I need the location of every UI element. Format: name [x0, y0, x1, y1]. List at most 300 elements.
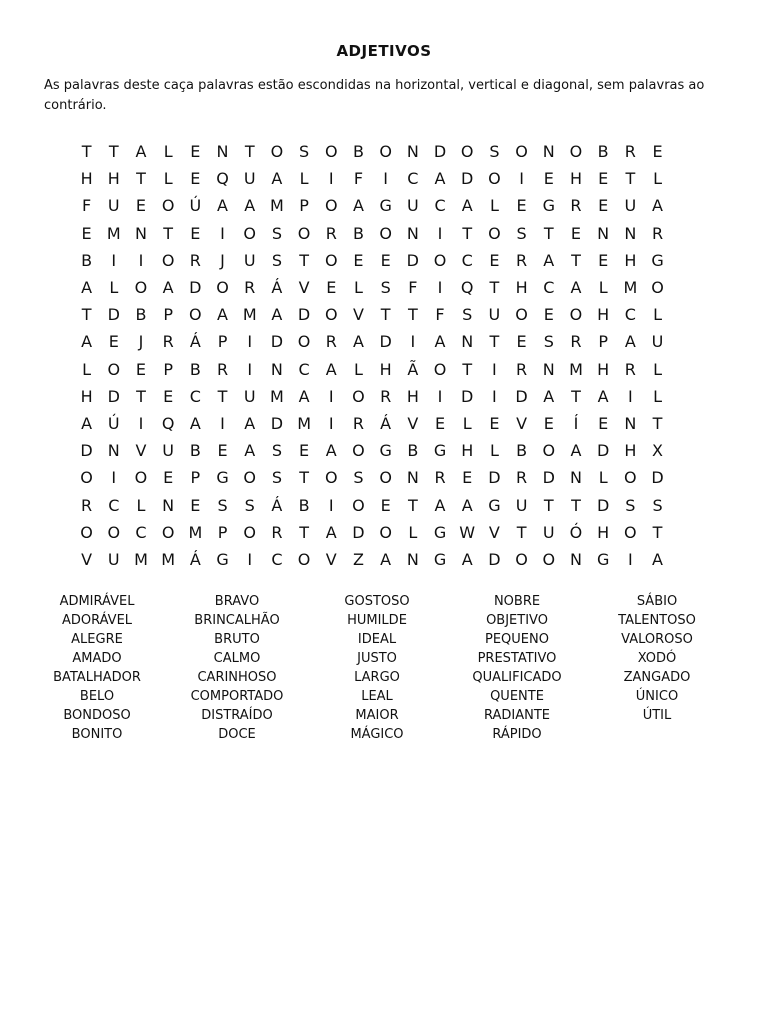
grid-letter: U — [542, 522, 555, 542]
grid-letter: M — [569, 359, 583, 379]
grid-row — [73, 138, 671, 165]
grid-letter: X — [652, 441, 664, 461]
grid-letter: M — [297, 413, 311, 433]
grid-letter: S — [271, 223, 282, 243]
grid-row — [73, 437, 671, 464]
word-item: PRESTATIVO — [477, 651, 557, 666]
grid-letter: A — [244, 196, 256, 216]
word-item: ADORÁVEL — [61, 613, 133, 628]
grid-letter: O — [352, 386, 365, 406]
word-item: XODÓ — [637, 651, 677, 666]
grid-letter: R — [651, 223, 664, 243]
grid-letter: Á — [189, 332, 201, 352]
grid-letter: A — [81, 413, 93, 433]
grid-letter: R — [570, 332, 582, 352]
grid-letter: B — [298, 495, 310, 515]
word-item: BELO — [79, 689, 115, 704]
grid-letter: O — [134, 468, 148, 488]
grid-letter: Á — [189, 549, 201, 569]
grid-letter: I — [328, 495, 334, 515]
grid-letter: Á — [271, 278, 283, 298]
grid-letter: E — [434, 413, 446, 433]
word-item: ADMIRÁVEL — [59, 594, 135, 609]
grid-letter: E — [81, 223, 92, 243]
grid-letter: A — [217, 196, 228, 216]
grid-letter: A — [352, 196, 364, 216]
grid-letter: L — [408, 522, 418, 542]
grid-letter: O — [107, 522, 121, 542]
grid-letter: E — [353, 250, 364, 270]
grid-letter: A — [543, 386, 555, 406]
grid-row — [73, 519, 671, 546]
grid-row — [73, 165, 671, 192]
grid-letter: R — [380, 386, 392, 406]
grid-letter: I — [247, 332, 253, 352]
word-item: DISTRAÍDO — [201, 708, 273, 723]
word-item: BONDOSO — [63, 708, 131, 723]
grid-letter: I — [627, 549, 633, 569]
word-item: ÚNICO — [635, 689, 679, 704]
grid-letter: R — [570, 196, 582, 216]
grid-letter: T — [407, 305, 418, 325]
grid-letter: R — [244, 278, 256, 298]
word-item: IDEAL — [357, 632, 397, 647]
grid-letter: B — [135, 305, 147, 325]
grid-letter: A — [434, 332, 446, 352]
grid-letter: N — [406, 223, 419, 243]
grid-letter: U — [107, 196, 120, 216]
grid-letter: O — [216, 278, 229, 298]
word-list — [27, 592, 727, 744]
grid-letter: O — [624, 522, 637, 542]
grid-letter: H — [406, 386, 419, 406]
grid-letter: D — [352, 522, 365, 542]
grid-letter: E — [190, 223, 201, 243]
word-item: ÚTIL — [642, 708, 672, 723]
grid-letter: I — [328, 413, 334, 433]
grid-letter: R — [189, 250, 201, 270]
grid-letter: I — [247, 549, 253, 569]
grid-letter: D — [189, 278, 202, 298]
grid-letter: C — [407, 169, 419, 189]
grid-letter: R — [271, 522, 283, 542]
grid-letter: T — [244, 142, 255, 162]
grid-letter: E — [543, 305, 554, 325]
grid-letter: V — [325, 549, 337, 569]
grid-letter: R — [516, 250, 528, 270]
grid-row — [73, 356, 671, 383]
word-item: SÁBIO — [636, 594, 678, 609]
grid-letter: R — [624, 142, 636, 162]
grid-letter: D — [651, 468, 664, 488]
grid-letter: O — [542, 549, 556, 569]
word-item: QUENTE — [490, 689, 544, 704]
grid-letter: U — [651, 332, 664, 352]
grid-letter: B — [352, 142, 364, 162]
grid-letter: N — [542, 142, 555, 162]
grid-letter: Ã — [407, 359, 419, 379]
grid-letter: D — [433, 142, 447, 162]
grid-letter: H — [624, 441, 637, 461]
grid-letter: I — [410, 332, 416, 352]
word-item: ALEGRE — [71, 632, 123, 647]
grid-letter: D — [596, 495, 610, 515]
grid-letter: G — [596, 549, 610, 569]
grid-letter: A — [597, 386, 609, 406]
grid-letter: Q — [161, 413, 175, 433]
grid-letter: G — [542, 196, 555, 216]
grid-letter: D — [107, 386, 120, 406]
grid-letter: T — [652, 522, 663, 542]
word-column — [27, 592, 167, 744]
grid-letter: A — [543, 250, 555, 270]
grid-letter: D — [488, 468, 501, 488]
grid-letter: J — [138, 332, 144, 352]
grid-letter: C — [461, 250, 473, 270]
grid-letter: S — [652, 495, 663, 515]
grid-letter: P — [217, 522, 228, 542]
grid-letter: T — [380, 305, 391, 325]
grid-letter: I — [437, 278, 443, 298]
grid-letter: S — [489, 142, 500, 162]
word-column — [447, 592, 587, 744]
grid-letter: E — [489, 250, 500, 270]
grid-letter: O — [515, 549, 528, 569]
grid-letter: O — [324, 142, 338, 162]
grid-letter: W — [459, 522, 476, 542]
grid-letter: E — [462, 468, 473, 488]
word-item: VALOROSO — [621, 632, 693, 647]
grid-letter: O — [297, 332, 311, 352]
grid-letter: O — [80, 468, 93, 488]
grid-letter: B — [516, 441, 528, 461]
grid-letter: I — [138, 250, 144, 270]
grid-letter: T — [217, 386, 228, 406]
grid-letter: M — [623, 278, 638, 298]
grid-letter: S — [271, 441, 282, 461]
grid-letter: D — [80, 441, 93, 461]
grid-letter: M — [134, 549, 148, 569]
grid-letter: Í — [573, 413, 579, 433]
grid-letter: A — [570, 441, 582, 461]
grid-letter: O — [379, 142, 392, 162]
grid-letter: O — [433, 359, 447, 379]
grid-letter: B — [407, 441, 419, 461]
grid-letter: U — [162, 441, 175, 461]
grid-letter: U — [515, 495, 528, 515]
grid-letter: R — [352, 413, 365, 433]
grid-letter: O — [352, 495, 365, 515]
word-item: OBJETIVO — [486, 613, 548, 628]
grid-letter: H — [515, 278, 528, 298]
grid-letter: O — [542, 441, 556, 461]
grid-letter: N — [461, 332, 474, 352]
grid-letter: H — [597, 359, 610, 379]
grid-letter: I — [220, 223, 225, 243]
page-title: ADJETIVOS — [336, 42, 432, 60]
grid-letter: E — [299, 441, 310, 461]
grid-letter: C — [189, 386, 201, 406]
word-item: PEQUENO — [485, 632, 549, 647]
grid-letter: M — [106, 223, 121, 243]
grid-letter: L — [489, 196, 499, 216]
word-item: RÁPIDO — [492, 727, 542, 742]
grid-row — [73, 491, 671, 518]
grid-letter: I — [111, 468, 117, 488]
grid-letter: T — [516, 522, 527, 542]
word-item: BATALHADOR — [53, 670, 141, 685]
grid-letter: S — [516, 223, 527, 243]
grid-letter: L — [136, 495, 146, 515]
grid-letter: T — [489, 278, 500, 298]
grid-letter: A — [135, 142, 147, 162]
grid-letter: E — [190, 142, 201, 162]
grid-letter: T — [543, 495, 554, 515]
grid-letter: V — [488, 522, 500, 542]
grid-letter: L — [653, 386, 662, 406]
grid-letter: B — [81, 250, 93, 270]
word-item: GOSTOSO — [344, 594, 410, 609]
grid-letter: N — [542, 359, 555, 379]
grid-letter: E — [489, 413, 500, 433]
grid-letter: S — [271, 468, 282, 488]
grid-letter: A — [652, 196, 663, 216]
grid-letter: T — [571, 250, 581, 270]
grid-letter: B — [597, 142, 609, 162]
grid-letter: A — [271, 169, 283, 189]
grid-letter: L — [598, 278, 608, 298]
grid-letter: O — [379, 522, 392, 542]
grid-letter: E — [190, 495, 201, 515]
grid-row — [73, 383, 671, 410]
grid-letter: I — [328, 386, 334, 406]
grid-letter: H — [80, 386, 93, 406]
grid-letter: C — [543, 278, 555, 298]
grid-letter: D — [406, 250, 419, 270]
grid-letter: M — [161, 549, 176, 569]
grid-letter: T — [407, 495, 418, 515]
grid-letter: P — [217, 332, 228, 352]
grid-letter: D — [297, 305, 311, 325]
grid-letter: A — [217, 305, 228, 325]
grid-letter: I — [437, 386, 443, 406]
grid-letter: P — [163, 359, 173, 379]
grid-letter: C — [434, 196, 446, 216]
grid-letter: D — [542, 468, 555, 488]
grid-letter: C — [108, 495, 120, 515]
grid-row — [73, 220, 671, 247]
grid-letter: O — [80, 522, 93, 542]
word-item: BRAVO — [214, 594, 260, 609]
grid-letter: A — [434, 495, 446, 515]
grid-letter: A — [570, 278, 582, 298]
grid-letter: O — [107, 359, 121, 379]
grid-letter: O — [379, 223, 392, 243]
grid-letter: G — [433, 441, 447, 461]
word-item: LARGO — [354, 670, 400, 685]
word-item: HUMILDE — [347, 613, 407, 628]
grid-letter: I — [383, 169, 389, 189]
grid-letter: O — [134, 278, 148, 298]
grid-row — [73, 464, 671, 491]
grid-letter: O — [243, 522, 257, 542]
grid-letter: S — [462, 305, 473, 325]
grid-letter: S — [543, 332, 554, 352]
grid-letter: A — [162, 278, 174, 298]
word-column — [307, 592, 447, 744]
word-item: TALENTOSO — [618, 613, 696, 628]
grid-letter: A — [81, 278, 93, 298]
grid-letter: E — [380, 250, 391, 270]
grid-letter: N — [569, 468, 582, 488]
grid-letter: D — [461, 169, 474, 189]
grid-letter: O — [243, 223, 257, 243]
grid-letter: V — [352, 305, 364, 325]
word-column — [587, 592, 727, 744]
grid-letter: N — [624, 223, 637, 243]
grid-letter: E — [598, 196, 609, 216]
word-search-grid — [73, 138, 671, 573]
grid-letter: A — [325, 441, 337, 461]
grid-letter: R — [162, 332, 174, 352]
grid-letter: F — [81, 196, 92, 216]
grid-letter: B — [352, 223, 364, 243]
grid-letter: T — [136, 386, 146, 406]
grid-letter: T — [81, 142, 92, 162]
grid-letter: B — [189, 359, 201, 379]
grid-letter: O — [161, 522, 175, 542]
grid-letter: L — [653, 305, 662, 325]
grid-letter: U — [107, 549, 120, 569]
grid-letter: N — [134, 223, 147, 243]
grid-letter: A — [352, 332, 364, 352]
grid-letter: I — [437, 223, 443, 243]
grid-letter: U — [243, 250, 256, 270]
grid-letter: S — [625, 495, 636, 515]
grid-letter: D — [107, 305, 120, 325]
word-item: DOCE — [218, 727, 256, 742]
grid-letter: I — [328, 169, 334, 189]
grid-letter: I — [247, 359, 253, 379]
grid-letter: O — [433, 250, 447, 270]
grid-letter: T — [571, 386, 581, 406]
word-item: BONITO — [71, 727, 123, 742]
grid-letter: T — [81, 305, 92, 325]
grid-letter: H — [624, 250, 637, 270]
grid-letter: A — [434, 169, 446, 189]
grid-letter: U — [243, 169, 256, 189]
grid-letter: R — [516, 359, 528, 379]
grid-letter: E — [570, 223, 582, 243]
grid-letter: N — [597, 223, 610, 243]
grid-letter: H — [597, 305, 610, 325]
grid-letter: L — [299, 169, 309, 189]
grid-row — [73, 410, 671, 437]
word-item: ZANGADO — [623, 670, 691, 685]
grid-letter: H — [597, 522, 610, 542]
grid-letter: R — [216, 359, 229, 379]
grid-letter: I — [111, 250, 117, 270]
grid-letter: I — [519, 169, 524, 189]
grid-letter: A — [298, 386, 310, 406]
grid-letter: L — [653, 359, 662, 379]
grid-letter: N — [569, 549, 582, 569]
grid-letter: G — [379, 196, 392, 216]
grid-letter: T — [163, 223, 174, 243]
grid-letter: O — [243, 468, 257, 488]
grid-row — [73, 328, 671, 355]
grid-letter: Á — [271, 495, 283, 515]
grid-letter: H — [80, 169, 93, 189]
grid-letter: L — [598, 468, 608, 488]
grid-letter: T — [571, 495, 581, 515]
grid-letter: H — [107, 169, 120, 189]
grid-letter: L — [82, 359, 92, 379]
grid-letter: O — [161, 250, 175, 270]
grid-letter: T — [299, 250, 309, 270]
grid-letter: V — [81, 549, 93, 569]
grid-letter: O — [297, 549, 311, 569]
grid-letter: C — [298, 359, 310, 379]
grid-letter: E — [543, 413, 554, 433]
grid-letter: E — [135, 196, 147, 216]
grid-letter: N — [406, 468, 419, 488]
grid-letter: O — [460, 142, 474, 162]
grid-letter: I — [492, 359, 497, 379]
grid-letter: I — [627, 386, 633, 406]
grid-letter: O — [324, 305, 338, 325]
word-item: CALMO — [213, 651, 261, 666]
grid-row — [73, 192, 671, 219]
grid-letter: A — [325, 359, 337, 379]
grid-letter: C — [135, 522, 147, 542]
grid-letter: P — [299, 196, 309, 216]
grid-letter: R — [81, 495, 93, 515]
grid-letter: O — [488, 169, 501, 189]
word-item: JUSTO — [357, 651, 397, 666]
grid-letter: O — [515, 305, 528, 325]
grid-row — [73, 274, 671, 301]
grid-letter: E — [380, 495, 391, 515]
grid-letter: G — [433, 522, 447, 542]
grid-letter: S — [217, 495, 228, 515]
grid-letter: C — [624, 305, 636, 325]
word-item: COMPORTADO — [190, 689, 284, 704]
grid-letter: U — [406, 196, 419, 216]
grid-letter: H — [379, 359, 392, 379]
grid-letter: E — [190, 169, 201, 189]
grid-letter: Á — [380, 413, 392, 433]
grid-letter: A — [271, 305, 283, 325]
word-item: CARINHOSO — [197, 670, 277, 685]
grid-letter: D — [270, 332, 284, 352]
grid-letter: N — [162, 495, 175, 515]
grid-letter: O — [324, 196, 338, 216]
grid-letter: P — [190, 468, 201, 488]
grid-letter: A — [244, 413, 256, 433]
grid-letter: O — [569, 142, 583, 162]
word-column — [167, 592, 307, 744]
word-item: MAIOR — [355, 708, 399, 723]
grid-letter: T — [299, 522, 309, 542]
grid-letter: T — [489, 332, 500, 352]
grid-letter: M — [270, 196, 284, 216]
grid-letter: A — [624, 332, 636, 352]
grid-letter: F — [408, 278, 418, 298]
grid-letter: E — [163, 468, 174, 488]
word-item: NOBRE — [493, 594, 541, 609]
word-item: MÁGICO — [350, 727, 404, 742]
